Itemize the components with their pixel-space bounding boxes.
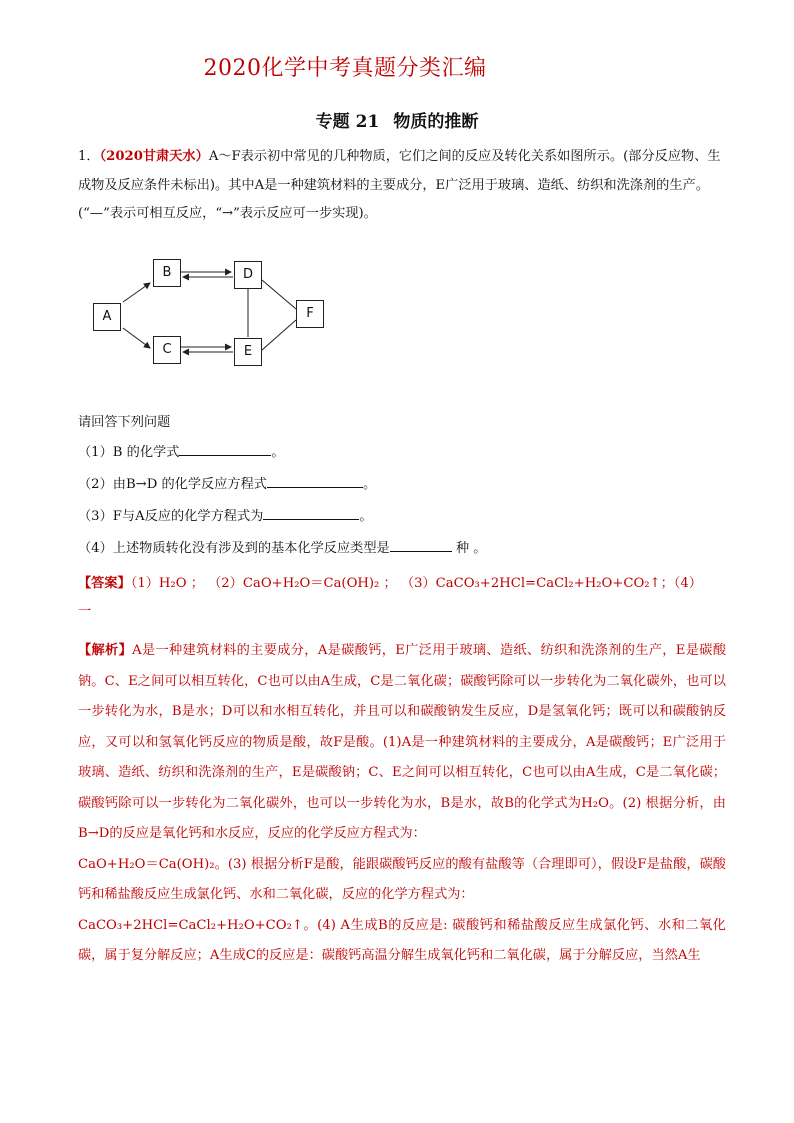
reaction-diagram	[93, 258, 333, 370]
answer-4-value: 一	[78, 604, 92, 619]
question-text: 1．（2020甘肃天水）A～F表示初中常见的几种物质，它们之间的反应及转化关系如图所示。(部分反应物、生成物及反应条件未标出)。其中A是一种建筑材料的主要成分，E广泛用于玻璃、造纸、纺织和洗涤剂的生产。(“—”表示可相互反应，“→”表示反应可一步实现)。	[78, 149, 721, 221]
sub-question-2: （2）由B→D 的化学反应方程式 。	[78, 473, 376, 492]
equation-1: CaO+H₂O＝Ca(OH)₂	[78, 856, 215, 872]
answer-blank	[267, 474, 363, 488]
edge-e-f	[262, 320, 296, 350]
node-c: C	[153, 336, 181, 364]
sub-question-4: （4）上述物质转化没有涉及到的基本化学反应类型是 种 。	[78, 537, 486, 556]
node-f: F	[296, 300, 324, 328]
analysis-block: 【解析】A是一种建筑材料的主要成分，A是碳酸钙，E广泛用于玻璃、造纸、纺织和洗涤剂的生产，E是碳酸钠。C、E之间可以相互转化，C也可以由A生成，C是二氧化碳；碳酸钙除可以一步转化为二氧化碳外，也可以一步转化为水，B是水；D可以和水相互转化，并且可以和碳酸钠发生反应，D是氢氧化钙；既可以和碳酸钠反应，又可以和氢氧化钙反应的物质是酸，故F是酸。(1)A是一种建筑材料的主要成分，A是碳酸钙；E广泛用于玻璃、造纸、纺织和洗涤剂的生产，E是碳酸钠；C、E之间可以相互转化，C也可以由A生成，C是二氧化碳；碳酸钙除可以一步转化为二氧化碳外，也可以一步转化为水，B是水，故B的化学式为H₂O。(2) 根据分析，由B→D的反应是氧化钙和水反应，反应的化学反应方程式为： CaO+H₂O＝Ca(OH)₂。(3) 根据分析F是酸，能跟碳酸钙反应的酸有盐酸等（合理即可），假设F是盐酸，碳酸钙和稀盐酸反应生成氯化钙、水和二氧化碳，反应的化学方程式为： CaCO₃+2HCl=CaCl₂+H₂O+CO₂↑。(4) A生成B的反应是: 碳酸钙和稀盐酸反应生成氯化钙、水和二氧化碳，属于复分解反应；A生成C的反应是：碳酸钙高温分解生成氧化钙和二氧化碳，属于分解反应，当然A生	[78, 643, 727, 963]
sub-question-1: （1）B 的化学式 。	[78, 441, 285, 460]
edge-a-c	[123, 328, 150, 348]
answer-blank	[263, 506, 359, 520]
edge-a-b	[123, 283, 150, 302]
document-title: 2020化学中考真题分类汇编	[203, 56, 487, 81]
answer-blank	[179, 442, 271, 456]
edge-d-f	[262, 280, 296, 309]
node-e: E	[234, 338, 262, 366]
node-b: B	[153, 259, 181, 287]
answer-blank	[390, 538, 452, 552]
section-heading: 专题 21 物质的推断	[315, 112, 479, 132]
sub-question-3: （3）F与A反应的化学方程式为 。	[78, 505, 373, 524]
answer-block: 【答案】（1）H₂O ； （2）CaO+H₂O＝Ca(OH)₂ ； （3）CaCO₃+2HCl=CaCl₂+H₂O+CO₂↑；（4） 一	[78, 576, 702, 619]
equation-2: CaCO₃+2HCl=CaCl₂+H₂O+CO₂↑	[78, 917, 303, 933]
node-d: D	[234, 261, 262, 289]
prompt-text: 请回答下列问题	[78, 415, 171, 430]
node-a: A	[93, 303, 121, 331]
